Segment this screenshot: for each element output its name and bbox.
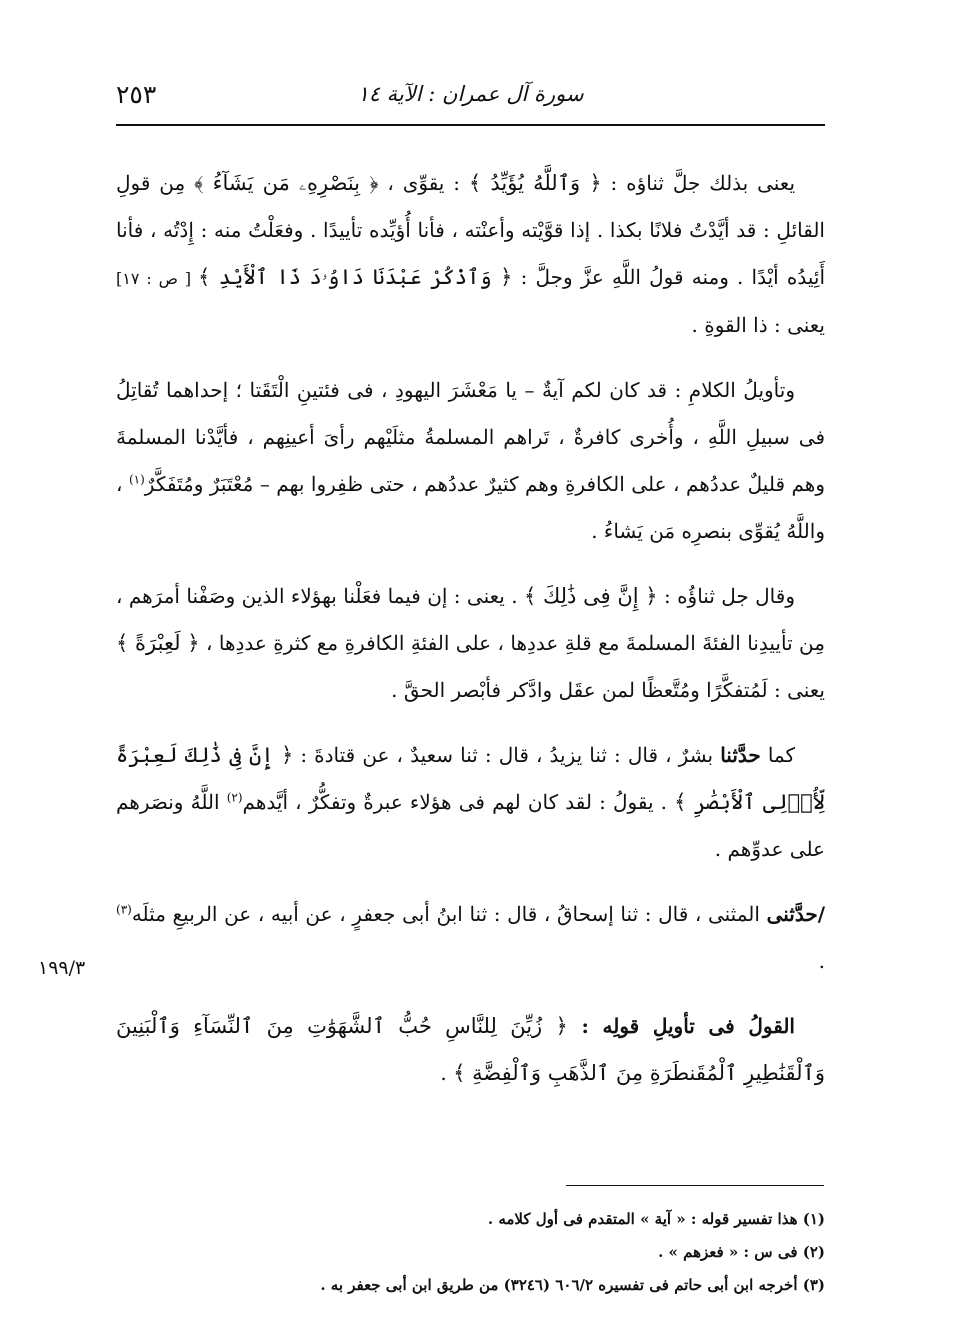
- footnote-3: (٣) أخرجه ابن أبى حاتم فى تفسيره ٦٠٦/٢ (٣٢٤٦) من طريق ابن أبى جعفر به .: [320, 1276, 825, 1294]
- quran-quote: ﴿ زُيِّنَ لِلنَّاسِ حُبُّ ٱلشَّهَوَٰتِ مِنَ ٱلنِّسَآءِ وَٱلْبَنِينَ وَٱلْقَنَٰطِيرِ ٱلْمُقَنطَرَةِ مِنَ ٱلذَّهَبِ وَٱلْفِضَّةِ ﴾: [116, 1014, 825, 1085]
- footnote-ref: (٢): [226, 790, 243, 805]
- quran-quote: ﴿ إِنَّ فِى ذَٰلِكَ ﴾: [523, 584, 658, 608]
- text-run: مِن قولِ القائلِ : قد أيَّدْتُ فلانًا بكذا . إذا قوَّيْته وأعنْته ، فأنا أُؤيِّده تأييدًا . وفعَلْتُ منه : إِدْتُه ، فأنا أَئِيدُه أيْدًا . ومنه قولُ اللَّهِ عزَّ وجلَّ :: [116, 171, 826, 289]
- running-title: سورة آل عمران : الآية ١٤: [357, 82, 584, 106]
- quran-quote: ﴿ لَعِبْرَةً ﴾: [116, 631, 200, 655]
- text-run: كما: [760, 743, 796, 767]
- text-run: ، واللَّهُ يُقوِّى بنصرِه مَن يَشاءُ .: [116, 472, 825, 543]
- text-run: : يقوِّى ،: [378, 171, 469, 195]
- text-run: . يقولُ : لقد كان لهم فى هؤلاء عبرةٌ وتفكُّرٌ ، أيَّدهم: [242, 790, 675, 814]
- page-header: [116, 74, 825, 120]
- paragraph-2: [116, 367, 825, 555]
- text-run: يعنى : ذا القوةِ .: [691, 313, 825, 337]
- margin-volume-page-note: ١٩٩/٣: [38, 957, 86, 979]
- quran-quote: ﴿ بِنَصْرِهِۦ مَن يَشَآءُ ﴾: [194, 171, 379, 195]
- paragraph-1: [116, 160, 825, 349]
- text-run: وتأويلُ الكلامِ : قد كان لكم آيةٌ – يا مَعْشَرَ اليهودِ ، فى فئتينِ الْتَقَتا ؛ إحداهما تُقاتِلُ فى سبيلِ اللَّهِ ، وأُخرى كافرةٌ ، تَراهم المسلمةُ مثلَيْهم رأىَ أعينِهم ، فأيَّدْنا المسلمةَ وهم قليلٌ عددُهم ، على الكافرةِ وهم كثيرٌ عددُهم ، حتى ظفِروا بهم – مُعْتَبَرٌ ومُتَفَكَّرٌ: [116, 378, 826, 496]
- footnote-ref: (١): [128, 472, 145, 487]
- paragraph-6: [116, 1003, 825, 1097]
- paragraph-4: [116, 732, 825, 873]
- footnotes: [116, 1203, 825, 1302]
- text-run: .: [440, 1061, 454, 1085]
- footnote-1: (١) هذا تفسير قوله : « آية » المتقدم فى أول كلامه .: [487, 1210, 825, 1228]
- header-rule: [116, 124, 825, 126]
- paragraph-5: [116, 891, 825, 985]
- quran-quote: ﴿ وَٱذْكُرْ عَبْدَنَا دَاوُۥدَ ذَا ٱلْأَيْدِ ﴾: [197, 265, 513, 289]
- footnote-2: (٢) فى س : « فعزهم » .: [658, 1243, 825, 1261]
- text-run: وقال جل ثناؤُه :: [657, 584, 795, 608]
- page-number: ٢٥٣: [116, 80, 157, 109]
- isnad-keyword: /حدَّثنى: [766, 902, 825, 926]
- quran-quote: ﴿ إِنَّ فِى ذَٰلِكَ لَعِبْرَةً لِّأُو۟لِى ٱلْأَبْصَٰرِ ﴾: [116, 743, 825, 814]
- verse-citation: [ ص : ١٧]: [116, 269, 198, 288]
- text-run: . يعنى : إن فيما فعَلْنا بهؤلاء الذين وصَفْنا أمرَهم ، مِن تأييدِنا الفئةَ المسلمةَ مع قلةِ عددِها ، على الفئةِ الكافرةِ مع كثرةِ عددِها ،: [116, 584, 825, 655]
- section-heading: القولُ فى تأويلِ قولِه :: [567, 1014, 795, 1038]
- isnad-keyword: حدَّثنا: [720, 743, 761, 767]
- quran-quote: ﴿ وَٱللَّهُ يُؤَيِّدُ ﴾: [468, 171, 602, 195]
- paragraph-3: [116, 573, 825, 714]
- text-run: .: [818, 949, 825, 973]
- text-run: اللَّهُ ونصَرهم على عدوِّهم .: [116, 790, 825, 861]
- footnote-ref: (٣): [116, 902, 132, 917]
- text-run: يعنى : لَمُتفكَّرًا ومُتَّعظًا لمن عقَل وادَّكر فأبْصر الحقَّ .: [391, 678, 825, 702]
- text-run: يعنى بذلك جلَّ ثناؤه :: [601, 171, 796, 195]
- text-run: بشرٌ ، قال : ثنا يزيدُ ، قال : ثنا سعيدٌ ، عن قتادةَ :: [293, 743, 721, 767]
- main-text: [116, 160, 825, 1105]
- text-run: المثنى ، قال : ثنا إسحاقُ ، قال : ثنا ابنُ أبى جعفرٍ ، عن أبيه ، عن الربيعِ مثلَه: [131, 902, 767, 926]
- footnote-rule: [566, 1185, 824, 1186]
